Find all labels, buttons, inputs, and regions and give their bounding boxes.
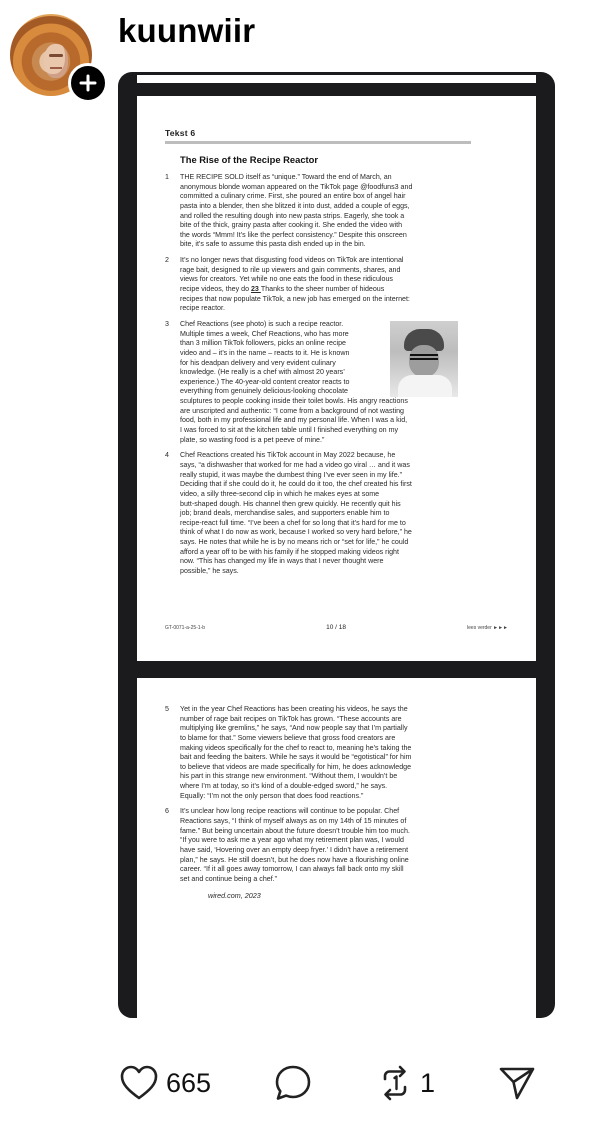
send-icon [498, 1064, 536, 1102]
paragraph-3 [165, 320, 508, 445]
text-line: set and continue being a chef.” [180, 874, 278, 883]
paragraph-text [180, 451, 458, 576]
exam-code: GT-0071-a-25-1-b [165, 624, 206, 631]
paragraph-2 [165, 256, 508, 314]
text-line: committed a culinary crime. First, she poured an entire box of angel hair [180, 192, 406, 201]
username[interactable]: kuunwiir [118, 12, 256, 49]
text-line: views for creators. Yet while no one eats the food in these ridiculous [180, 275, 393, 284]
previous-page-edge [137, 75, 536, 83]
text-line: experience.) The 40-year-old content creator reacts to [180, 377, 350, 386]
photo-head [409, 345, 439, 377]
share-button[interactable] [498, 1062, 536, 1104]
text-line: job; brand deals, merchandise sales, and supporters enable him to [180, 509, 390, 518]
text-line: bite, it’s safe to assume this pasta dish ended up in the bin. [180, 240, 366, 249]
text-line: video and – it’s in the name – reacts to it. He is known [180, 348, 350, 357]
text-line: really stupid, it was maybe the dumbest thing I’ve ever seen in my life.” [180, 470, 402, 479]
repost-count: 1 [420, 1067, 436, 1098]
image-carousel[interactable] [118, 72, 555, 1018]
avatar-container[interactable] [10, 14, 94, 98]
text-line: pasta into a blender, then she blitzed it into dust, added a couple of eggs, [180, 201, 410, 210]
text-line: recipe reactor. [180, 304, 225, 313]
text-line: multiplying like gremlins,” he says, “And now people say that I’m partially [180, 724, 408, 733]
text-line: have said, ‘Hovering over an empty deep fryer.’ I didn’t have a retirement [180, 845, 409, 854]
text-line: now. “This has changed my life in ways that I never thought were [180, 557, 384, 566]
paragraph-number: 5 [165, 705, 169, 713]
paragraph-1 [165, 173, 508, 250]
text-line: than 3 million TikTok followers, picks an online recipe [180, 339, 346, 348]
text-line: afford a year off to be with his family if he stopped making videos right [180, 547, 399, 556]
text-line: bait and feeding the baiters. While he says it would be “egotistical” for him [180, 753, 412, 762]
continue-label: lees verder ►►► [467, 624, 508, 631]
photo-glasses [410, 354, 438, 360]
paragraph-text [180, 807, 458, 884]
paragraph-text [180, 256, 458, 314]
text-line: Equally: “I’m not the only person that does food reactions.” [180, 791, 364, 800]
text-line: butt-shaped dough. His channel then grew quickly. He recently quit his [180, 499, 401, 508]
text-line: everything from genuinely delicious-looking chocolate [180, 387, 348, 396]
repost-button[interactable] [376, 1062, 435, 1104]
text-line: Deciding that if she could do it, he could do it too, the chef created his first [180, 480, 412, 489]
follow-button[interactable] [68, 63, 108, 103]
text-line: the words “Mmm! It’s like the perfect consistency.” Despite this onscreen [180, 230, 407, 239]
text-line: number of rage bait recipes on TikTok has grown. “These accounts are [180, 714, 402, 723]
text-line: possible,” he says. [180, 566, 239, 575]
text-line: to blame for that.” Some viewers believe that gross food creators are [180, 733, 396, 742]
text-line: Reactions says, “I think of myself always as on my 14th of 15 minutes of [180, 817, 407, 826]
paragraph-number: 6 [165, 807, 169, 816]
gap-23: 23 [250, 285, 261, 294]
paragraph-text [180, 705, 458, 801]
text-line: says, “a dishwasher that worked for me had a video go viral … and it was [180, 460, 410, 469]
text-line: sculptures to people cooking inside their toilet bowls. His angry reactions [180, 397, 408, 406]
text-line: fame.” But being uncertain about the future doesn’t trouble him too much. [180, 826, 410, 835]
text-line: I was forced to sit at the kitchen table until I finished everything on my [180, 426, 399, 435]
text-line-with-gap [180, 285, 458, 295]
paragraph-6 [165, 807, 508, 884]
comment-bubble-icon [274, 1064, 312, 1102]
text-line: Yet in the year Chef Reactions has been creating his videos, he says the [180, 705, 408, 713]
text-line: video, a silly three-second clip in which he makes eyes at some [180, 489, 380, 498]
text-line: Multiple times a week, Chef Reactions, who has more [180, 329, 349, 338]
like-button[interactable] [120, 1062, 211, 1104]
document-page-1 [137, 96, 536, 661]
text-line: Chef Reactions created his TikTok account in May 2022 because, he [180, 451, 396, 460]
text-line: where I’m at today, so it’s kind of a double-edged sword,” he says. [180, 782, 388, 791]
text-line: recipe-react full time. “I’ve been a chef for so long that it’s hard for me to [180, 518, 406, 527]
paragraph-text [180, 320, 458, 445]
paragraph-4 [165, 451, 508, 576]
paragraph-number: 1 [165, 173, 169, 181]
page-footer [165, 624, 508, 631]
plus-icon [78, 73, 98, 93]
text-line: and rolled the resulting dough into new pasta strips. Eagerly, she took a [180, 211, 405, 220]
text-line: his part in this strange new environment. “Without them, I wouldn’t be [180, 772, 398, 781]
text-line: plate, so wasting food is a pet peeve of mine.” [180, 435, 325, 444]
text-line: says. He notes that while he is by no means rich or “set for life,” he could [180, 538, 409, 547]
paragraph-text [180, 173, 458, 250]
comment-button[interactable] [274, 1062, 312, 1104]
text-line: It’s unclear how long recipe reactions will continue to be popular. Chef [180, 807, 400, 816]
text-line: are unscripted and authentic: “I come from a background of not wasting [180, 406, 404, 415]
paragraph-number: 3 [165, 319, 169, 328]
text-line: career. “If it all goes away tomorrow, I can always fall back onto my skill [180, 865, 404, 874]
text-line: plan,” he says. He still doesn’t, but he does now have a flourishing online [180, 855, 409, 864]
avatar-face [44, 44, 68, 78]
text-line: think of what I do now as work, because I worked so very hard before,” he [180, 528, 412, 537]
text-line: recipes that now populate TikTok, a new job has emerged on the internet: [180, 294, 410, 303]
page-number: 10 / 18 [326, 624, 346, 631]
paragraph-number: 4 [165, 451, 169, 460]
text-line: food, both in my professional life and my personal life. When I was a kid, [180, 416, 408, 425]
action-bar [118, 1062, 538, 1104]
article-title: The Rise of the Recipe Reactor [180, 154, 319, 165]
document-page-2 [137, 678, 536, 1018]
text-line: for his deadpan delivery and very evident culinary [180, 358, 336, 367]
text-line: anonymous blonde woman appeared on the TikTok page @foodfuns3 and [180, 182, 413, 191]
paragraph-number: 2 [165, 256, 169, 265]
repost-icon [376, 1064, 414, 1102]
paragraph-5 [165, 705, 508, 801]
divider [165, 141, 471, 144]
text-line: rage bait, designed to rile up viewers and gain comments, shares, and [180, 265, 401, 274]
photo-body [398, 375, 452, 397]
text-line: THE RECIPE SOLD itself as “unique.” Toward the end of March, an [180, 173, 392, 181]
text-line: to believe that videos are made specifically for him, he does acknowledge [180, 762, 412, 771]
text-line: bite of the thick, grainy pasta after cooking it. She ended the video with [180, 221, 403, 230]
heart-icon [120, 1065, 158, 1101]
text-line: It’s no longer news that disgusting food videos on TikTok are intentional [180, 256, 404, 265]
like-count: 665 [166, 1067, 212, 1098]
source-citation: wired.com, 2023 [208, 890, 261, 900]
text-fragment: Thanks to the sheer number of hideous [260, 285, 385, 294]
text-line: knowledge. (He really is a chef with almost 20 years’ [180, 368, 345, 377]
text-fragment: recipe videos, they do [180, 285, 251, 294]
chef-reactions-photo [390, 321, 458, 397]
text-line: making videos specifically for the chef to react to, meaning he’s taking the [180, 743, 412, 752]
text-line: Chef Reactions (see photo) is such a recipe reactor. [180, 319, 344, 328]
text-line: “If you were to ask me a year ago what my retirement plan was, I would [180, 836, 404, 845]
tekst-label: Tekst 6 [165, 128, 196, 138]
